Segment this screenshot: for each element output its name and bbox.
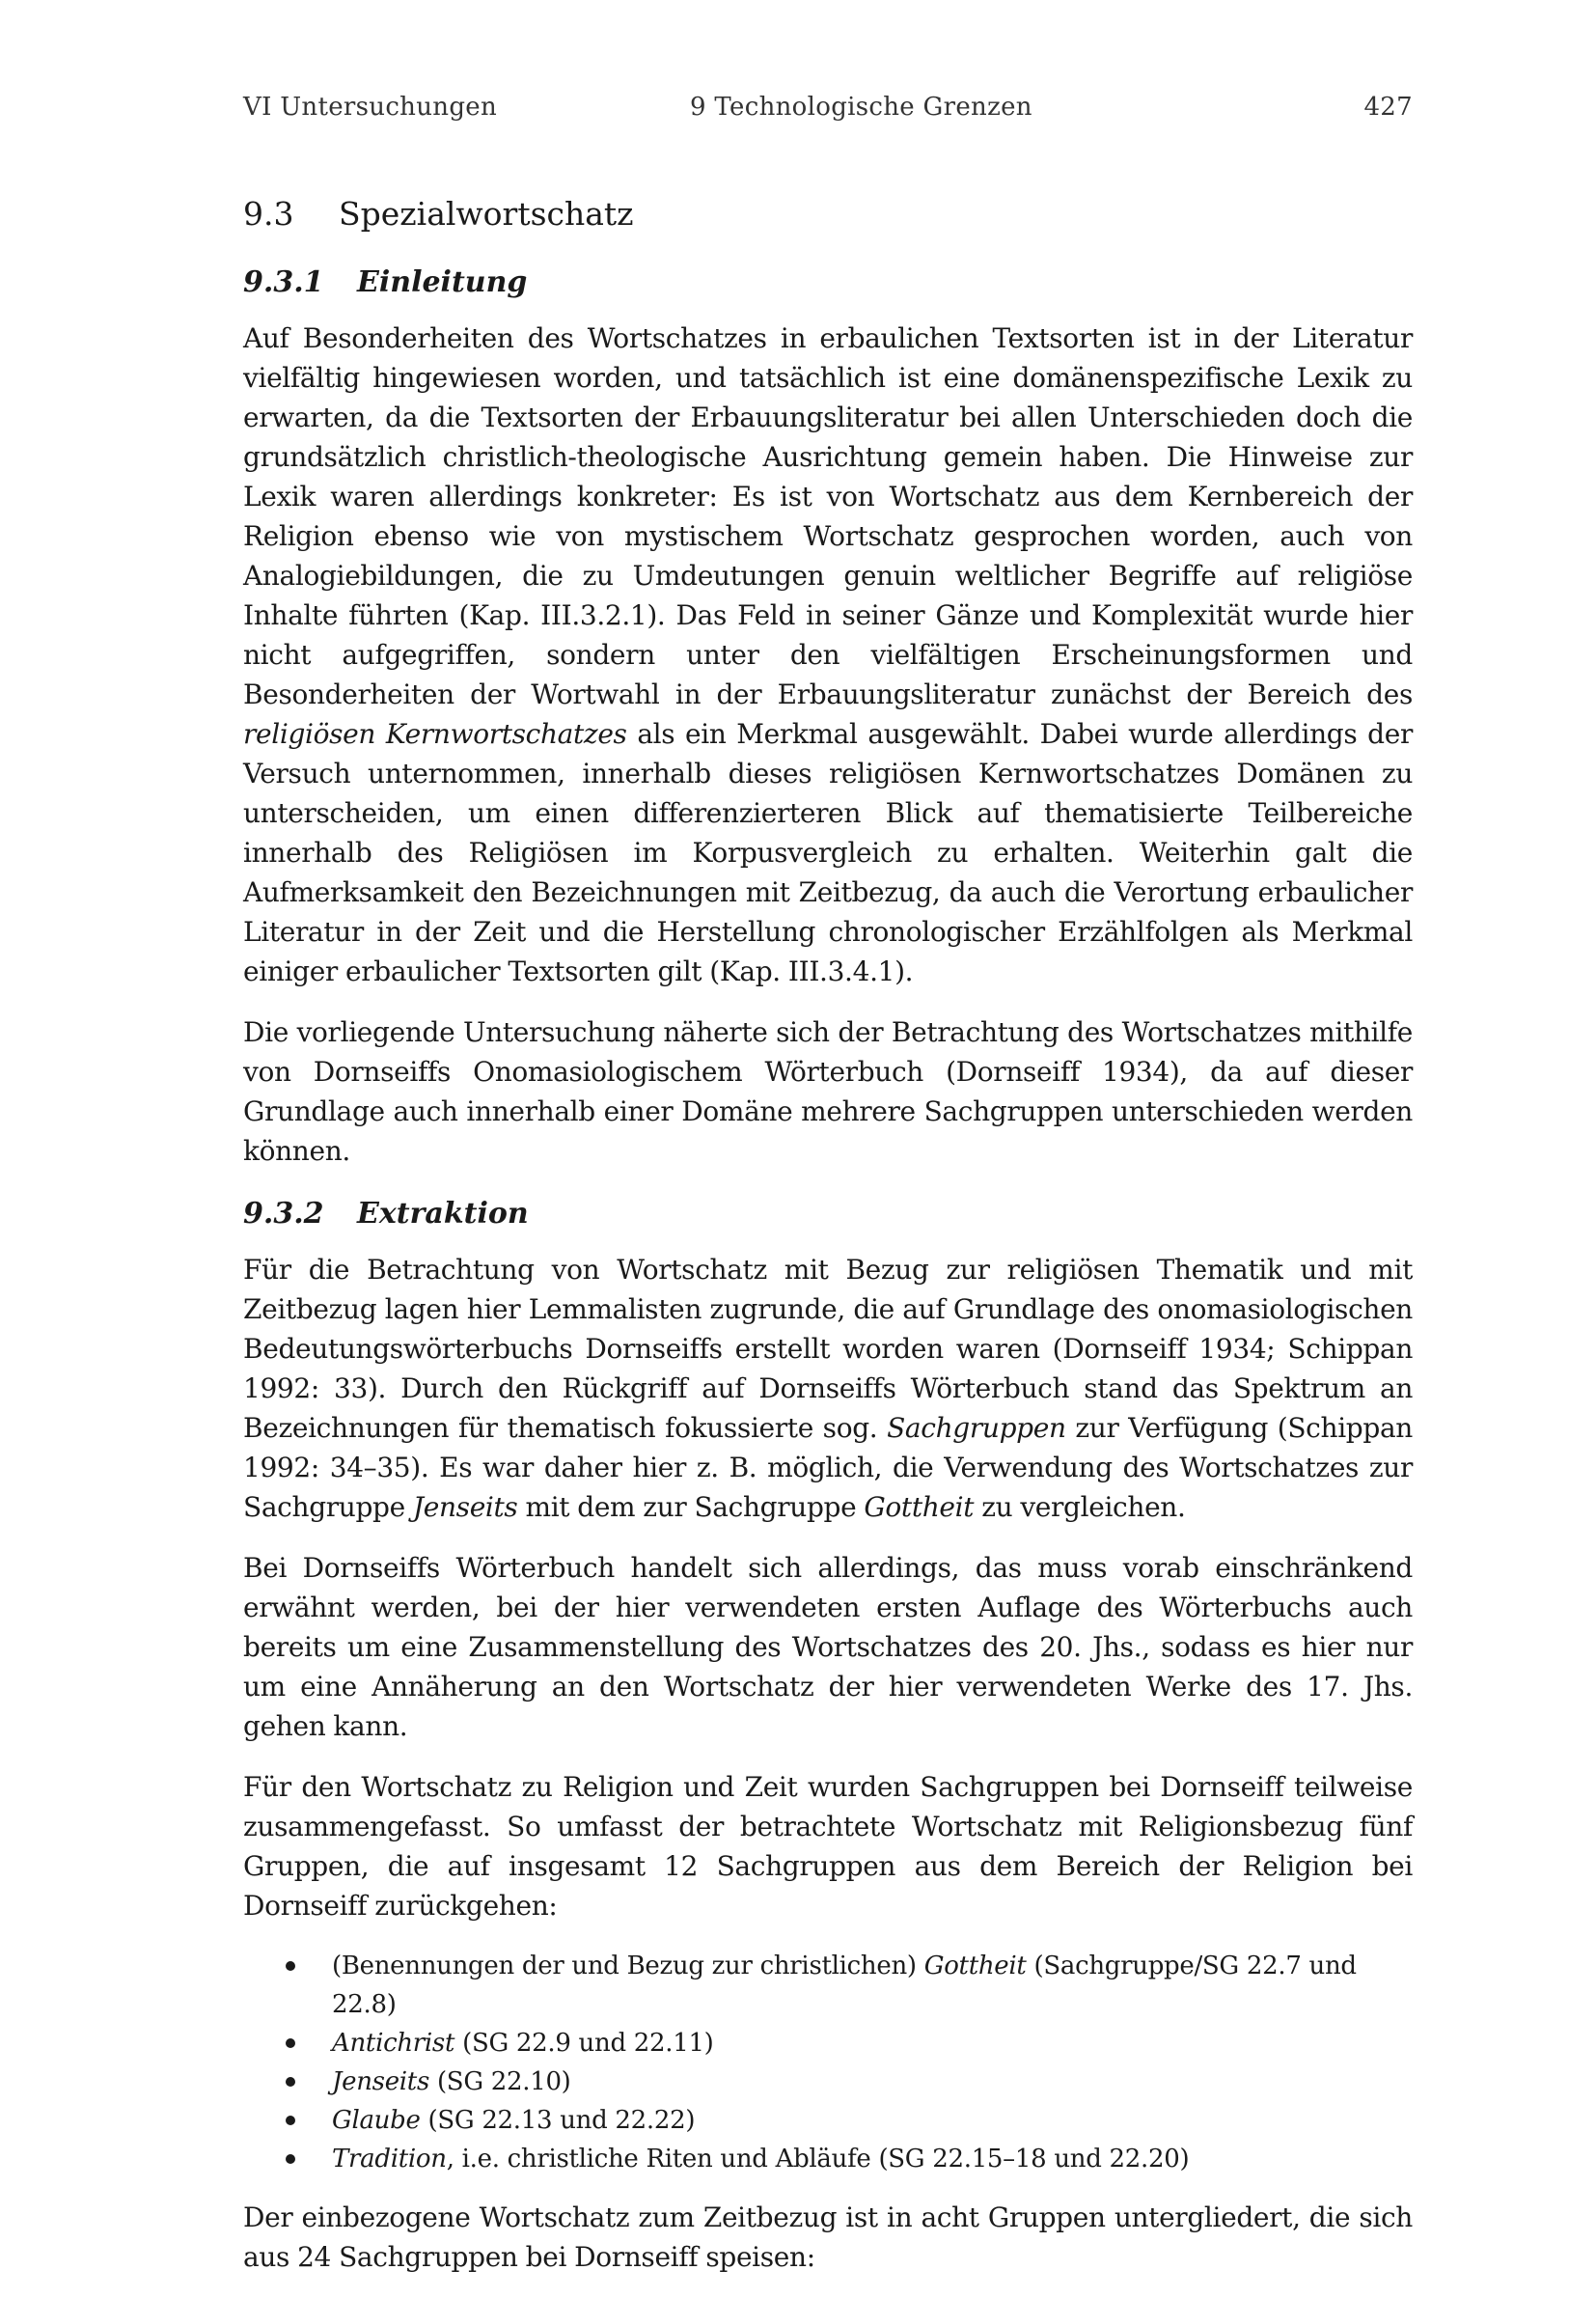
bullet-list bbox=[243, 1947, 1413, 2178]
list-item bbox=[332, 2140, 1413, 2178]
emphasis-text: Gottheit bbox=[864, 1491, 975, 1523]
bullet-icon bbox=[286, 2116, 295, 2125]
bullet-icon bbox=[286, 1961, 295, 1971]
text-run: (SG 22.13 und 22.22) bbox=[420, 2106, 696, 2135]
text-run: zu vergleichen. bbox=[974, 1491, 1186, 1523]
subsection-number: 9.3.2 bbox=[243, 1197, 324, 1231]
list-item bbox=[332, 1947, 1413, 2024]
subsection-heading-einleitung bbox=[243, 263, 1413, 303]
emphasis-text: Jenseits bbox=[412, 1491, 518, 1523]
subsection-title: Extraktion bbox=[357, 1197, 529, 1231]
list-item bbox=[332, 2101, 1413, 2140]
text-run: zur Verfügung (Schippan 1992: 34–35). Es war daher hier z. B. möglich, die Verwendung des Wortschatzes zur Sachgruppe bbox=[243, 1412, 1413, 1523]
text-run: (SG 22.9 und 22.11) bbox=[454, 2029, 714, 2058]
emphasis-text: religiösen Kernwortschatzes bbox=[243, 718, 627, 750]
emphasis-text: Jenseits bbox=[332, 2067, 429, 2096]
emphasis-text: Sachgruppen bbox=[887, 1412, 1066, 1444]
emphasis-text: Tradition bbox=[332, 2145, 447, 2173]
main-content bbox=[243, 193, 1413, 2298]
subsection-heading-extraktion bbox=[243, 1194, 1413, 1234]
text-run: (Sachgruppe/SG 22.7 und 22.8) bbox=[332, 1952, 1357, 2019]
emphasis-text: Glaube bbox=[332, 2106, 421, 2135]
bullet-icon bbox=[286, 2038, 295, 2048]
text-run: Für die Betrachtung von Wortschatz mit Bezug zur religiösen Thematik und mit Zeitbezug lagen hier Lemmalisten zugrunde, die auf Grundlage des onomasiologischen Bedeutungswörterbuchs Dornseiffs erstellt worden waren (Dornseiff 1934; Schippan 1992: 33). Durch den Rückgriff auf Dornseiffs Wörterbuch stand das Spektrum an Bezeichnungen für thematisch fokussierte sog. bbox=[243, 1254, 1413, 1444]
bullet-icon bbox=[286, 2077, 295, 2087]
running-header bbox=[243, 93, 1413, 131]
header-part-title: VI Untersuchungen bbox=[243, 93, 497, 122]
text-run: mit dem zur Sachgruppe bbox=[517, 1491, 865, 1523]
text-run: Auf Besonderheiten des Wortschatzes in erbaulichen Textsorten ist in der Literatur vielfältig hingewiesen worden, und tatsächlich ist eine domänenspezifische Lexik zu erwarten, da die Textsorten der Erbauungsliteratur bei allen Unterschieden doch die grundsätzlich christlich-theologische Ausrichtung gemein haben. Die Hinweise zur Lexik waren allerdings konkreter: Es ist von Wortschatz aus dem Kernbereich der Religion ebenso wie von mystischem Wortschatz gesprochen worden, auch von Analogiebildungen, die zu Umdeutungen genuin weltlicher Begriffe auf religiöse Inhalte führten (Kap. III.3.2.1). Das Feld in seiner Gänze und Komplexität wurde hier nicht aufgegriffen, sondern unter den vielfältigen Erscheinungsformen und Besonderheiten der Wortwahl in der Erbauungsliteratur zunächst der Bereich des bbox=[243, 322, 1413, 710]
subsection-number: 9.3.1 bbox=[243, 265, 324, 299]
page-number: 427 bbox=[1363, 93, 1413, 122]
list-item bbox=[332, 2063, 1413, 2101]
paragraph: Bei Dornseiffs Wörterbuch handelt sich allerdings, das muss vorab einschränkend erwähnt werden, bei der hier verwendeten ersten Auflage des Wörterbuchs auch bereits um eine Zusammenstellung des Wortschatzes des 20. Jhs., sodass es hier nur um eine Annäherung an den Wortschatz der hier verwendeten Werke des 17. Jhs. gehen kann. bbox=[243, 1552, 1413, 1742]
list-item bbox=[332, 2024, 1413, 2063]
text-run: (SG 22.10) bbox=[429, 2067, 571, 2096]
emphasis-text: Antichrist bbox=[332, 2029, 455, 2058]
text-run: als ein Merkmal ausgewählt. Dabei wurde allerdings der Versuch unternommen, innerhalb dieses religiösen Kernwortschatzes Domänen zu unterscheiden, um einen differenzierteren Blick auf thematisierte Teilbereiche innerhalb des Religiösen im Korpusvergleich zu erhalten. Weiterhin galt die Aufmerksamkeit den Bezeichnungen mit Zeitbezug, da auch die Verortung erbaulicher Literatur in der Zeit und die Herstellung chronologischer Erzählfolgen als Merkmal einiger erbaulicher Textsorten gilt (Kap. III.3.4.1). bbox=[243, 718, 1413, 987]
bullet-icon bbox=[286, 2154, 295, 2164]
section-heading bbox=[243, 193, 1413, 235]
paragraph: Die vorliegende Untersuchung näherte sich der Betrachtung des Wortschatzes mithilfe von Dornseiffs Onomasiologischem Wörterbuch (Dornseiff 1934), da auf dieser Grundlage auch innerhalb einer Domäne mehrere Sachgruppen unterschieden werden können. bbox=[243, 1016, 1413, 1167]
section-number: 9.3 bbox=[243, 195, 294, 233]
paragraph: Der einbezogene Wortschatz zum Zeitbezug ist in acht Gruppen untergliedert, die sich aus 24 Sachgruppen bei Dornseiff speisen: bbox=[243, 2201, 1413, 2273]
emphasis-text: Gottheit bbox=[923, 1952, 1027, 1980]
paragraph: Für den Wortschatz zu Religion und Zeit wurden Sachgruppen bei Dornseiff teilweise zusammengefasst. So umfasst der betrachtete Wortschatz mit Religionsbezug fünf Gruppen, die auf insgesamt 12 Sachgruppen aus dem Bereich der Religion bei Dornseiff zurückgehen: bbox=[243, 1771, 1413, 1922]
text-run: , i.e. christliche Riten und Abläufe (SG 22.15–18 und 22.20) bbox=[446, 2145, 1190, 2173]
subsection-title: Einleitung bbox=[357, 265, 528, 299]
section-title: Spezialwortschatz bbox=[339, 195, 634, 233]
paragraph bbox=[243, 1250, 1413, 1527]
text-run: (Benennungen der und Bezug zur christlichen) bbox=[332, 1952, 924, 1980]
paragraph bbox=[243, 318, 1413, 991]
header-chapter-title: 9 Technologische Grenzen bbox=[690, 93, 1032, 122]
